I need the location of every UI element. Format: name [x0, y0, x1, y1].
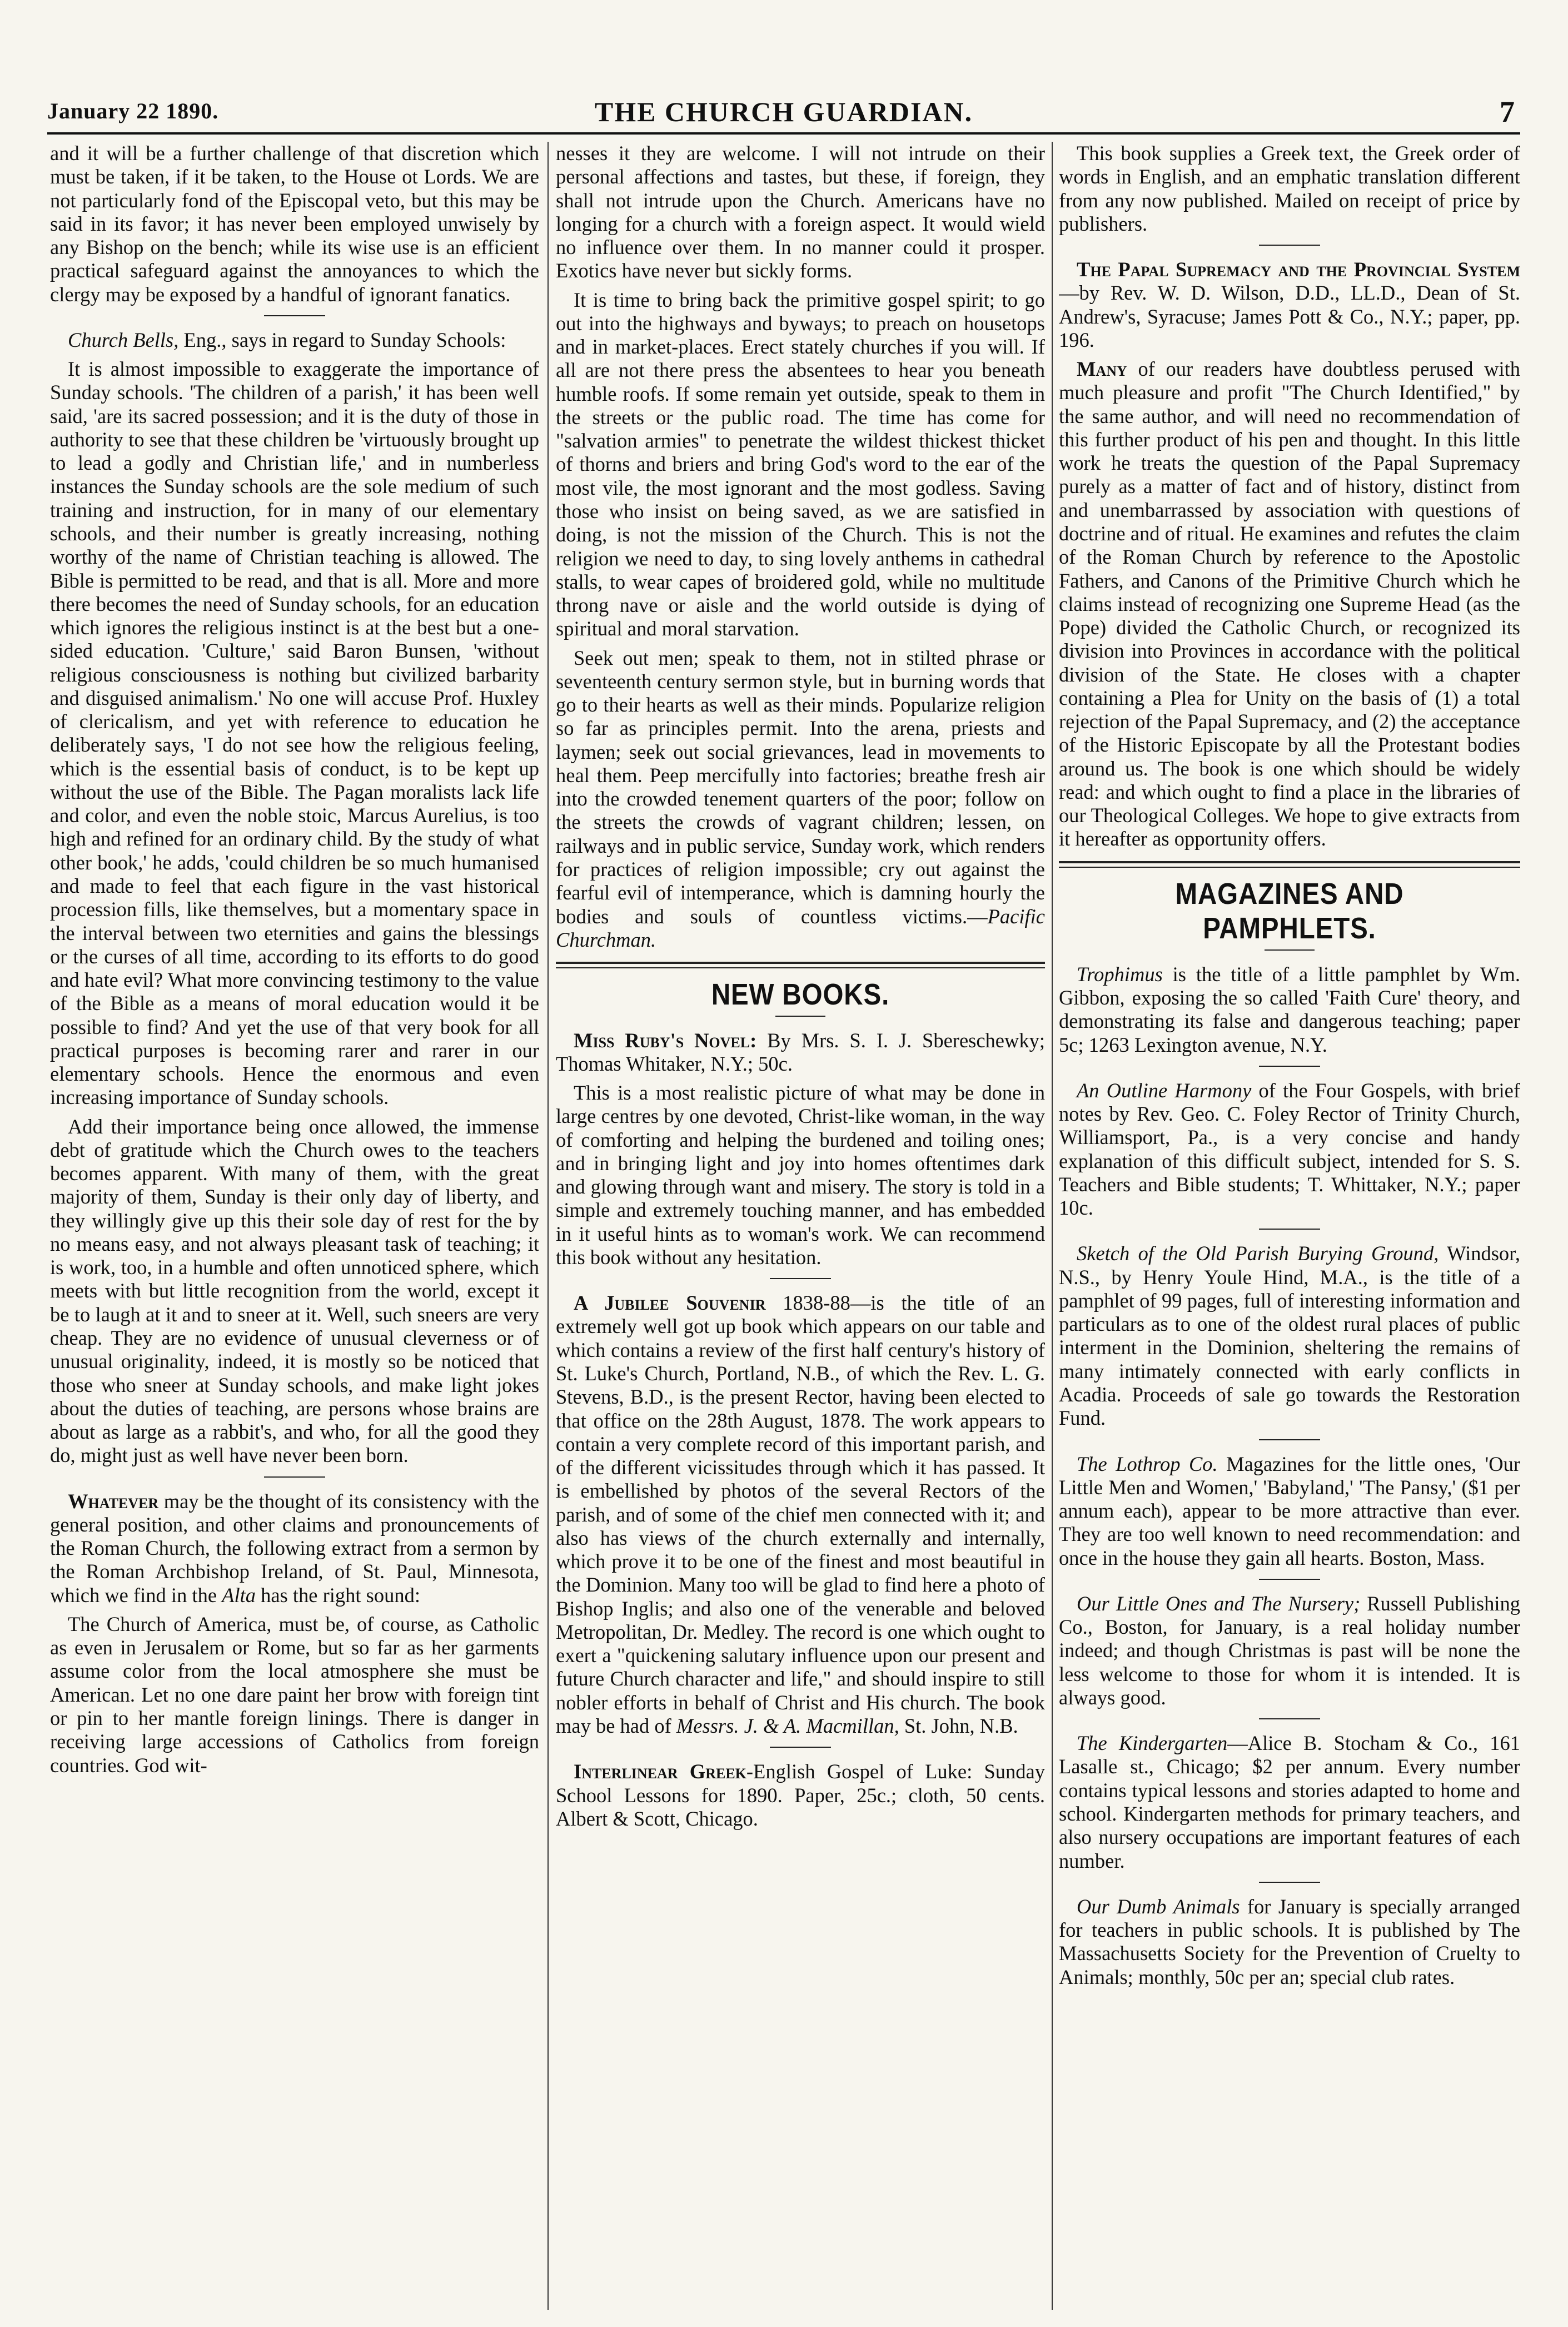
section-rule	[1059, 867, 1520, 868]
text-run: Windsor, N.S., by Henry Youle Hind, M.A., is the title of a pamphlet of 99 pages, full of interesting information and particulars as to one of the oldest rural places of public interment in the Dominion, sheltering the remains of many intimately connected with early conflicts in Acadia. Proceeds of sale go towards the Restoration Fund.	[1059, 1242, 1520, 1430]
paragraph: nesses it they are welcome. I will not intrude on their personal affections and tastes, but these, if foreign, they shall not intrude upon the Church. Americans have no longing for a church with a foreign aspect. It would wield no influence over them. In no manner could it prosper. Exotics have never but sickly forms.	[556, 142, 1045, 282]
divider	[1259, 1066, 1320, 1067]
paragraph: It is time to bring back the primitive gospel spirit; to go out into the highways and byways; to preach on housetops and in market-places. Erect stately churches if you will. If all are not there press the absentees to hear you beneath humble roofs. If some remain yet outside, speak to them in the streets or the public road. The time has come for "salvation armies" to penetrate the wildest thickest thicket of thorns and briers and bring God's word to the ear of the most vile, the most ignorant and the most godless. Saving those who insist on being saved, as we are satisfied in doing, is not the mission of the Church. This is not the religion we need to day, to sing lovely anthems in cathedral stalls, to wear capes of broidered gold, while no multitude throng nave or aisle and the world outside is dying of spiritual and moral starvation.	[556, 288, 1045, 640]
publisher-name: Messrs. J. & A. Macmillan,	[676, 1714, 899, 1737]
column-left	[50, 142, 539, 2313]
text-run: -English Gospel of Luke: Sunday School Lessons for 1890. Paper, 25c.; cloth, 50 cents. Albert & Scott, Chicago.	[556, 1760, 1045, 1830]
section-heading-new-books: NEW BOOKS.	[711, 978, 890, 1012]
page-header	[47, 93, 1520, 135]
source-title: Pacific Churchman.	[556, 904, 1045, 951]
divider	[770, 1278, 831, 1279]
book-title: Miss Ruby's Novel:	[574, 1028, 757, 1052]
text-run: of the Four Gospels, with brief notes by Rev. Geo. C. Foley Rector of Trinity Church, Williamsport, Pa., is a very concise and handy explanation of this difficult subject, intended for S. S. Teachers and Bible students; T. Whittaker, N.Y.; paper 10c.	[1059, 1078, 1520, 1220]
text-run: Magazines for the little ones, 'Our Little Men and Women,' 'Babyland,' 'The Pansy,' ($1 per annum each), appear to be more attractive than ever. They are too well known to need recommendation: and once in the house they gain all hearts. Boston, Mass.	[1059, 1452, 1520, 1569]
paragraph	[1059, 1079, 1520, 1220]
magazine-title: Our Dumb Animals	[1077, 1895, 1240, 1918]
paragraph	[1059, 1242, 1520, 1430]
divider	[775, 1016, 825, 1017]
paragraph	[1059, 963, 1520, 1057]
book-title: A Jubilee Souvenir	[574, 1291, 766, 1315]
paragraph	[50, 1490, 539, 1607]
text-run: —Alice B. Stocham & Co., 161 Lasalle st., Chicago; $2 per annum. Every number contains typical lessons and stories adapted to home and school. Kindergarten methods for primary teachers, and also nursery occupations are important features of each number.	[1059, 1732, 1520, 1872]
text-run: for January is specially arranged for teachers in public schools. It is published by The Massachusetts Society for the Prevention of Cruelty to Animals; monthly, 50c per an; special club rates.	[1059, 1895, 1520, 1988]
paragraph: This book supplies a Greek text, the Greek order of words in English, and an emphatic translation different from any now published. Mailed on receipt of price by publishers.	[1059, 142, 1520, 235]
text-run: has the right sound:	[256, 1583, 421, 1607]
text-run: By Mrs. S. I. J. Sbereschewky; Thomas Whitaker, N.Y.; 50c.	[556, 1028, 1045, 1075]
paragraph: The Church of America, must be, of course, as Catholic as even in Jerusalem or Rome, but so far as her garments assume color from the local atmosphere she must be American. Let no one dare paint her brow with foreign tint or pin to her mantle foreign linings. There is danger in receiving large accessions of Catholics from foreign countries. God wit-	[50, 1612, 539, 1777]
text-run: may be the thought of its consistency with the general position, and other claims and pronouncements of the Roman Church, the following extract from a sermon by the Roman Archbishop Ireland, of St. Paul, Minnesota, which we find in the	[50, 1489, 539, 1607]
lead-word: Whatever	[68, 1489, 159, 1513]
section-rule	[556, 967, 1045, 968]
book-title: Interlinear Greek	[574, 1760, 746, 1783]
pamphlet-title: Trophimus	[1077, 962, 1163, 986]
masthead-title: THE CHURCH GUARDIAN.	[594, 96, 973, 127]
divider	[770, 1747, 831, 1748]
section-rule	[1059, 861, 1520, 863]
text-run: Russell Publishing Co., Boston, for January, is a real holiday number indeed; and though Christmas is past will be none the less welcome to those for whom it is intended. It is always good.	[1059, 1592, 1520, 1709]
magazine-title: The Kindergarten	[1077, 1732, 1228, 1755]
paragraph	[556, 1029, 1045, 1076]
paragraph: Seek out men; speak to them, not in stilted phrase or seventeenth century sermon style, but in burning words that go to their hearts as well as their minds. Popularize religion so far as principles permit. Into the arena, priests and laymen; seek out social grievances, lead in movements to heal them. Peep mercifully into factories; breathe fresh air into the crowded tenement quarters of the poor; follow on the streets the crowds of vagrant children; lessen, on railways and in public service, Sunday work, which renders for practices of religion impossible; cry out against the fearful evil of intemperance, which is damning hourly the bodies and souls of countless victims.—Pacific Churchman.	[556, 646, 1045, 951]
publication-name: Alta	[222, 1583, 256, 1607]
column-middle	[556, 142, 1045, 2313]
book-title: The Papal Supremacy and the Provincial System	[1077, 258, 1520, 281]
text-run: of our readers have doubtless perused with much pleasure and profit "The Church Identified," by the same author, and will need no recommendation of this further product of his pen and thought. In this little work he treats the question of the Papal Supremacy purely as a matter of fact and of history, distinct from and unembarrassed by association with questions of doctrine and of ritual. He examines and refutes the claim of the Roman Church by reference to the Apostolic Fathers, and Canons of the Primitive Church which he claims instead of recognizing one Supreme Head (as the Pope) divided the Catholic Church, or recognized its division into Provinces in accordance with the political division of the State. He closes with a chapter containing a Plea for Unity on the basis of (1) a total rejection of the Papal Supremacy, and (2) the acceptance of the Historic Episcopate by all the Protestant bodies around us. The book is one which should be widely read: and which ought to find a place in the libraries of our Theological Colleges. We hope to give extracts from it hereafter as opportunity offers.	[1059, 357, 1520, 851]
paragraph: Add their importance being once allowed, the immense debt of gratitude which the Church owes to the teachers becomes apparent. With many of them, with the great majority of them, Sunday is their only day of liberty, and they willingly give up this their sole day of rest for the by no means easy, and not always pleasant task of teaching; it is work, too, in a humble and often unnoticed sphere, which meets with but little recognition from the world, except it be to laugh at it and to sneer at it. Well, such sneers are very cheap. They are no evidence of unusual cleverness or of unusual originality, indeed, it is mostly so be noticed that those who sneer at Sunday schools, and make light jokes about the duties of teaching, are persons whose brains are about as large as a rabbit's, and who, for all the good they do, might just as well have never been born.	[50, 1115, 539, 1467]
pamphlet-title: Sketch of the Old Parish Burying Ground,	[1077, 1242, 1439, 1265]
divider	[1265, 949, 1315, 951]
source-title: Church Bells,	[68, 328, 179, 351]
paragraph	[556, 1291, 1045, 1738]
lead-word: Many	[1077, 357, 1127, 381]
text-run: 1838-88—is the title of an extremely well got up book which appears on our table and which contains a review of the first half century's history of St. Luke's Church, Portland, N.B., of which the Rev. L. G. Stevens, B.D., is the present Rector, having been elected to that office on the 28th August, 1878. The work appears to contain a very complete record of this important parish, and of the different vicissitudes through which it has passed. It is embellished by photos of the several Rectors of the parish, and of some of the chief men connected with it; and also has views of the church externally and internally, which prove it to be one of the finest and most beautiful in the Dominion. Many too will be glad to find here a photo of Bishop Inglis; and also one of the venerable and beloved Metropolitan, Dr. Medley. The record is one which ought to exert a "quickening salutary influence upon our present and future Church character and life," and should inspire to still nobler efforts in behalf of Christ and His church. The book may be had of	[556, 1291, 1045, 1737]
divider	[1259, 1439, 1320, 1440]
divider	[1259, 1229, 1320, 1230]
paragraph	[1059, 357, 1520, 851]
pamphlet-title: An Outline Harmony	[1077, 1078, 1252, 1102]
divider	[1259, 245, 1320, 246]
paragraph: This is a most realistic picture of what may be done in large centres by one devoted, Christ-like woman, in the way of comforting and helping the burdened and toiling ones; and in bringing light and joy into homes oftentimes dark and glowing through want and misery. The story is told in a simple and extremely touching manner, and has embedded in it useful hints as to woman's work. We can recommend this book without any hesitation.	[556, 1081, 1045, 1269]
text-run: —by Rev. W. D. Wilson, D.D., LL.D., Dean of St. Andrew's, Syracuse; James Pott & Co., N.Y.; paper, pp. 196.	[1059, 281, 1520, 351]
text-run: St. John, N.B.	[899, 1714, 1018, 1737]
paragraph	[1059, 258, 1520, 352]
issue-date: January 22 1890.	[47, 98, 219, 123]
section-heading-magazines: MAGAZINES AND PAMPHLETS.	[1175, 877, 1404, 946]
paragraph	[1059, 1453, 1520, 1570]
paragraph	[1059, 1895, 1520, 1989]
divider	[1259, 1579, 1320, 1580]
divider	[264, 1476, 325, 1478]
text-run: Seek out men; speak to them, not in stilted phrase or seventeenth century sermon style, but in burning words that go to their hearts as well as their minds. Popularize religion so far as principles permit. Into the arena, priests and laymen; seek out social grievances, lead in movements to heal them. Peep mercifully into factories; breathe fresh air into the crowded tenement quarters of the poor; follow on the streets the crowds of vagrant children; lessen, on railways and in public service, Sunday work, which renders for practices of religion impossible; cry out against the fearful evil of intemperance, which is damning hourly the bodies and souls of countless victims.	[556, 646, 1045, 928]
page-number: 7	[1500, 95, 1515, 128]
paragraph	[1059, 1592, 1520, 1709]
paragraph: and it will be a further challenge of that discretion which must be taken, if it be taken, to the House ot Lords. We are not particularly fond of the Episcopal veto, but this may be said in its favor; it has never been employed unwisely by any Bishop on the bench; while its wise use is an efficient practical safeguard against the annoyances to which the clergy may be exposed by a handful of ignorant fanatics.	[50, 142, 539, 306]
paragraph	[50, 329, 539, 352]
magazine-title: Our Little Ones and The Nursery;	[1077, 1592, 1361, 1615]
divider	[1259, 1718, 1320, 1719]
text-run: Eng., says in regard to Sunday Schools:	[178, 328, 506, 351]
column-rule-1	[547, 142, 549, 2310]
column-rule-2	[1052, 142, 1053, 2310]
section-rule	[556, 962, 1045, 964]
column-right	[1059, 142, 1520, 2313]
text-run: is the title of a little pamphlet by Wm. Gibbon, exposing the so called 'Faith Cure' theory, and demonstrating its false and dangerous teaching; paper 5c; 1263 Lexington avenue, N.Y.	[1059, 962, 1520, 1056]
publisher-name: The Lothrop Co.	[1077, 1452, 1218, 1475]
paragraph	[1059, 1732, 1520, 1873]
divider	[264, 315, 325, 316]
paragraph	[556, 1760, 1045, 1831]
divider	[1259, 1882, 1320, 1883]
paragraph: It is almost impossible to exaggerate the importance of Sunday schools. 'The children of a parish,' it has been well said, 'are its sacred possession; and it is the duty of those in authority to see that these children be 'virtuously brought up to lead a godly and Christian life,' and in numberless instances the Sunday schools are the sole medium of such training and instruction, for in many of our elementary schools, and their number is greatly increasing, nothing worthy of the name of Christian teaching is allowed. The Bible is permitted to be read, and that is all. More and more there becomes the need of Sunday schools, for an education which ignores the religious instinct is at the best but a one-sided education. 'Culture,' said Baron Bunsen, 'without religious consciousness is nothing but civilized barbarity and disguised animalism.' No one will accuse Prof. Huxley of clericalism, and yet with reference to education he deliberately says, 'I do not see how the religious feeling, which is the essential basis of conduct, is to be kept up without the use of the Bible. The Pagan moralists lack life and color, and even the noble stoic, Marcus Aurelius, is too high and refined for an ordinary child. By the study of what other book,' he adds, 'could children be so much humanised and made to feel that each figure in the vast historical procession fills, like themselves, but a momentary space in the interval between two eternities and gains the blessings or the curses of all time, according to its efforts to do good and hate evil? What more convincing testimony to the value of the Bible as a means of moral education would it be possible to find? And yet the use of that very book for all practical purposes is becoming rarer and rarer in our elementary schools. Hence the enormous and even increasing importance of Sunday schools.	[50, 357, 539, 1109]
